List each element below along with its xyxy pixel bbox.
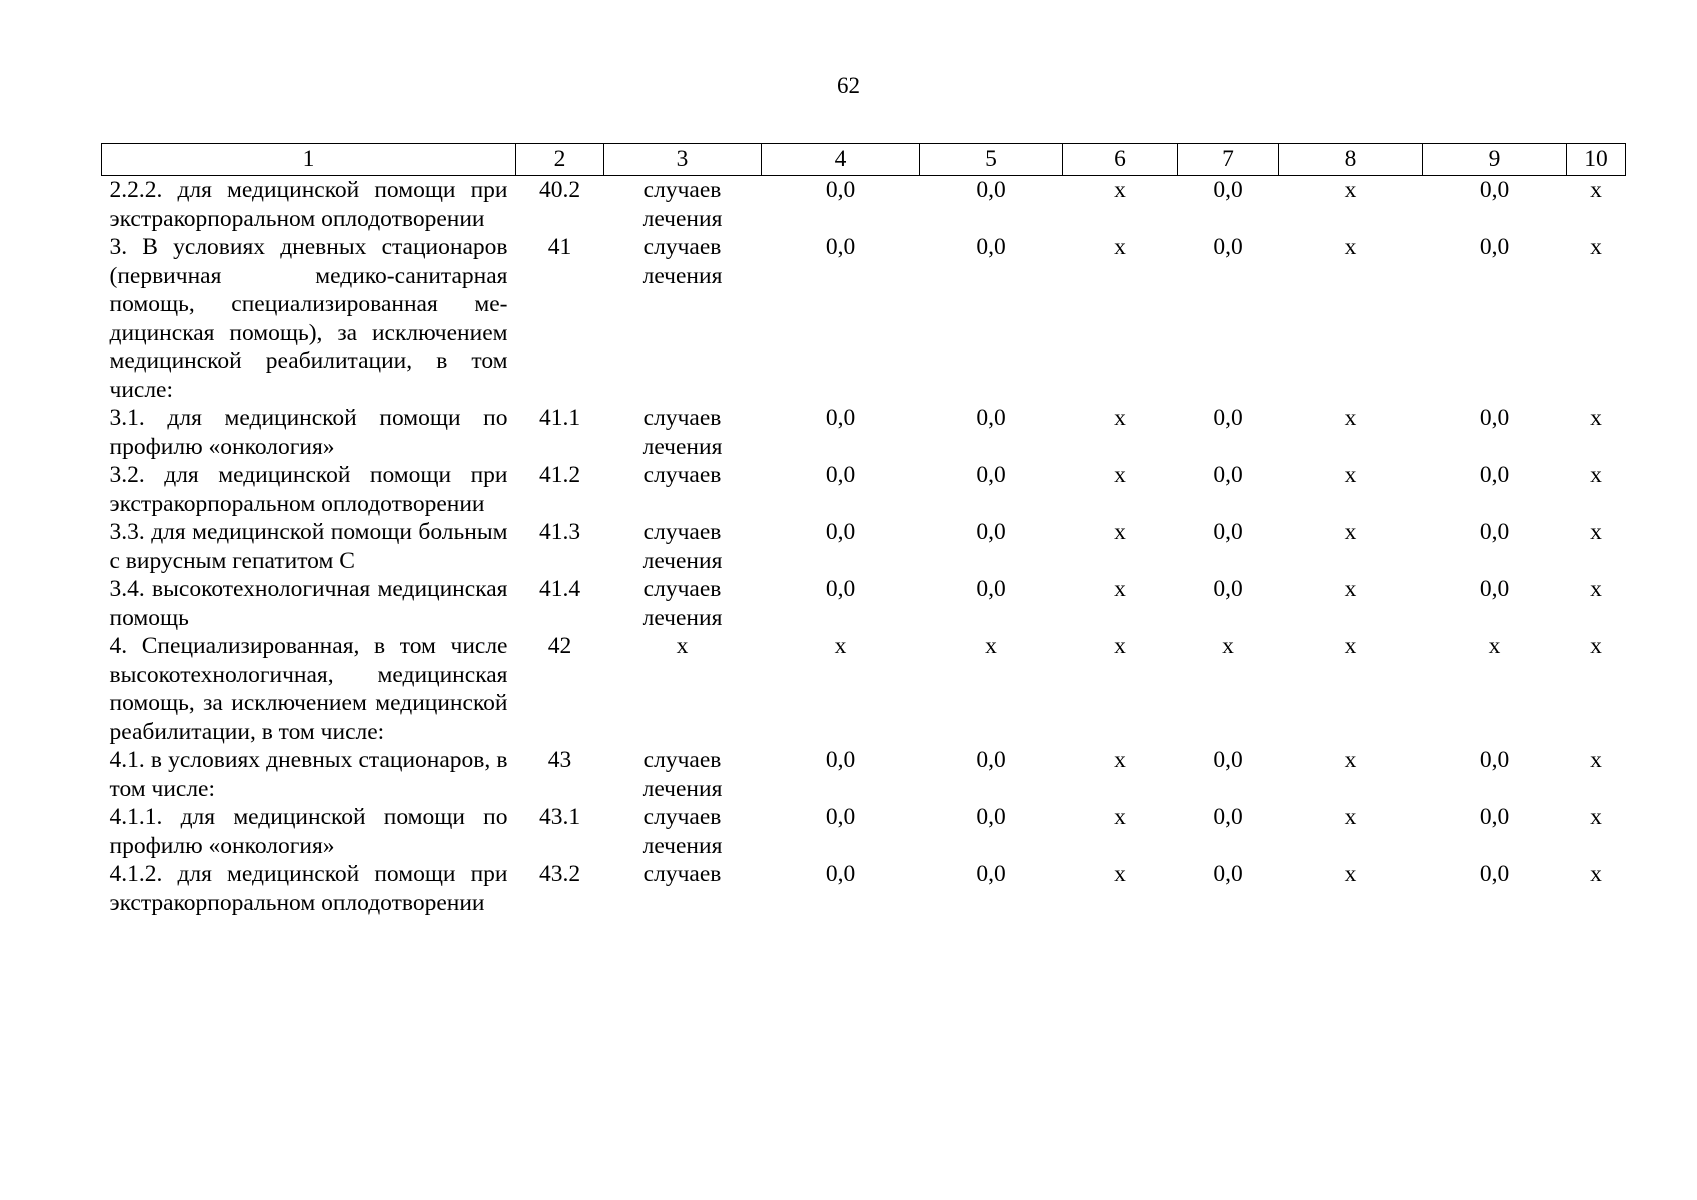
row-col-8: х <box>1344 462 1357 488</box>
row-col-10: х <box>1590 633 1602 659</box>
row-col-5: 0,0 <box>976 519 1006 545</box>
row-name: 4.1.2. для медицинской помощи при экстракорпоральном оплодотворении <box>109 861 508 916</box>
header-col-1: 1 <box>102 144 516 176</box>
row-col-5: 0,0 <box>976 177 1006 203</box>
row-col-10: х <box>1590 861 1602 887</box>
table-row <box>102 575 1626 632</box>
row-col-5: 0,0 <box>976 747 1006 773</box>
row-col-8: х <box>1344 177 1357 203</box>
row-name: 4.1.1. для медицинской помощи по профилю «онкология» <box>109 804 508 859</box>
header-col-8: 8 <box>1279 144 1423 176</box>
table-row <box>102 461 1626 518</box>
row-col-9: 0,0 <box>1479 519 1510 545</box>
row-col-9: 0,0 <box>1479 234 1510 260</box>
row-col-7: 0,0 <box>1213 576 1243 602</box>
row-col-7: 0,0 <box>1213 177 1243 203</box>
header-col-7: 7 <box>1178 144 1279 176</box>
row-col-6: х <box>1114 177 1126 203</box>
row-name: 4. Специализированная, в том числе высокотехнологичная, медицинская помощь, за исключением медицинской реабилитации, в том числе: <box>109 633 508 745</box>
row-code: 41 <box>547 234 572 260</box>
header-row <box>102 144 1626 176</box>
row-col-7: 0,0 <box>1213 405 1243 431</box>
row-code: 41.2 <box>538 462 581 488</box>
row-col-9: 0,0 <box>1479 405 1510 431</box>
row-unit: х <box>676 633 689 659</box>
row-col-7: х <box>1222 633 1234 659</box>
row-col-6: х <box>1114 861 1126 887</box>
row-col-8: х <box>1344 405 1357 431</box>
row-unit: случаев лечения <box>642 405 723 460</box>
row-col-4: 0,0 <box>825 234 856 260</box>
row-col-6: х <box>1114 576 1126 602</box>
row-col-7: 0,0 <box>1213 861 1243 887</box>
row-code: 41.4 <box>538 576 581 602</box>
row-col-6: х <box>1114 405 1126 431</box>
row-unit: случаев лечения <box>642 177 723 232</box>
row-unit: случаев лечения <box>642 519 723 574</box>
row-name: 3.2. для медицинской помощи при экстракорпоральном оплодотворении <box>109 462 508 517</box>
row-code: 42 <box>547 633 572 659</box>
row-col-10: х <box>1590 804 1602 830</box>
row-code: 43 <box>547 747 572 773</box>
row-code: 41.1 <box>538 405 581 431</box>
row-col-5: 0,0 <box>976 234 1006 260</box>
row-col-8: х <box>1344 633 1357 659</box>
row-col-6: х <box>1114 633 1126 659</box>
row-col-5: х <box>985 633 997 659</box>
row-name: 2.2.2. для медицинской помощи при экстракорпоральном оплодотворении <box>109 177 508 232</box>
row-col-4: 0,0 <box>825 519 856 545</box>
row-unit: случаев <box>643 861 722 887</box>
row-name: 3.1. для медицинской помощи по профилю «онкология» <box>109 405 508 460</box>
row-col-6: х <box>1114 804 1126 830</box>
header-col-5: 5 <box>920 144 1063 176</box>
row-col-5: 0,0 <box>976 405 1006 431</box>
row-code: 43.1 <box>538 804 581 830</box>
row-col-7: 0,0 <box>1213 747 1243 773</box>
row-col-9: 0,0 <box>1479 177 1510 203</box>
row-unit: случаев лечения <box>642 576 723 631</box>
row-col-4: 0,0 <box>825 576 856 602</box>
row-col-8: х <box>1344 861 1357 887</box>
row-col-8: х <box>1344 747 1357 773</box>
row-col-7: 0,0 <box>1213 234 1243 260</box>
row-col-4: 0,0 <box>825 177 856 203</box>
table-row <box>102 860 1626 917</box>
row-col-7: 0,0 <box>1213 519 1243 545</box>
row-col-4: 0,0 <box>825 804 856 830</box>
row-unit: случаев лечения <box>642 747 723 802</box>
data-table <box>101 143 1626 917</box>
table-row <box>102 746 1626 803</box>
row-col-9: 0,0 <box>1479 804 1510 830</box>
table-body <box>102 176 1626 918</box>
row-col-5: 0,0 <box>976 861 1006 887</box>
header-col-6: 6 <box>1063 144 1178 176</box>
row-col-5: 0,0 <box>976 576 1006 602</box>
row-col-6: х <box>1114 234 1126 260</box>
row-col-4: 0,0 <box>825 462 856 488</box>
row-col-4: х <box>834 633 847 659</box>
row-unit: случаев лечения <box>642 234 723 289</box>
row-col-5: 0,0 <box>976 462 1006 488</box>
row-col-9: х <box>1488 633 1501 659</box>
page-number: 62 <box>837 73 860 98</box>
row-col-10: х <box>1590 234 1602 260</box>
header-col-9: 9 <box>1423 144 1567 176</box>
row-col-9: 0,0 <box>1479 861 1510 887</box>
header-col-10: 10 <box>1567 144 1626 176</box>
row-col-10: х <box>1590 519 1602 545</box>
row-col-7: 0,0 <box>1213 804 1243 830</box>
table-header <box>102 144 1626 176</box>
row-col-8: х <box>1344 804 1357 830</box>
row-col-10: х <box>1590 576 1602 602</box>
row-col-10: х <box>1590 405 1602 431</box>
row-col-6: х <box>1114 462 1126 488</box>
header-col-2: 2 <box>516 144 604 176</box>
row-unit: случаев лечения <box>642 804 723 859</box>
row-col-10: х <box>1590 177 1602 203</box>
table-row <box>102 233 1626 404</box>
row-name: 3.4. высокотехнологичная медицинская помощь <box>109 576 508 631</box>
table-row <box>102 404 1626 461</box>
row-code: 40.2 <box>538 177 581 203</box>
row-col-8: х <box>1344 576 1357 602</box>
table-row <box>102 176 1626 234</box>
row-name: 4.1. в условиях дневных стационаров, в том числе: <box>109 747 508 802</box>
row-col-9: 0,0 <box>1479 576 1510 602</box>
header-col-4: 4 <box>762 144 920 176</box>
row-col-9: 0,0 <box>1479 747 1510 773</box>
table-row <box>102 518 1626 575</box>
row-col-10: х <box>1590 462 1602 488</box>
row-name: 3.3. для медицинской помощи больным с вирусным гепатитом С <box>109 519 508 574</box>
row-col-7: 0,0 <box>1213 462 1243 488</box>
row-code: 43.2 <box>538 861 581 887</box>
table-row <box>102 803 1626 860</box>
row-col-6: х <box>1114 747 1126 773</box>
row-col-4: 0,0 <box>825 861 856 887</box>
row-col-9: 0,0 <box>1479 462 1510 488</box>
row-col-4: 0,0 <box>825 747 856 773</box>
table-row <box>102 632 1626 746</box>
row-col-5: 0,0 <box>976 804 1006 830</box>
row-col-8: х <box>1344 234 1357 260</box>
row-unit: случаев <box>643 462 722 488</box>
row-col-4: 0,0 <box>825 405 856 431</box>
header-col-3: 3 <box>604 144 762 176</box>
row-code: 41.3 <box>538 519 581 545</box>
row-col-10: х <box>1590 747 1602 773</box>
row-col-6: х <box>1114 519 1126 545</box>
row-name: 3. В условиях дневных стационаров (первичная медико-санитарная помощь, специализированная медицинская помощь), за исключением медицинской реабилитации, в том числе: <box>109 234 508 403</box>
row-col-8: х <box>1344 519 1357 545</box>
